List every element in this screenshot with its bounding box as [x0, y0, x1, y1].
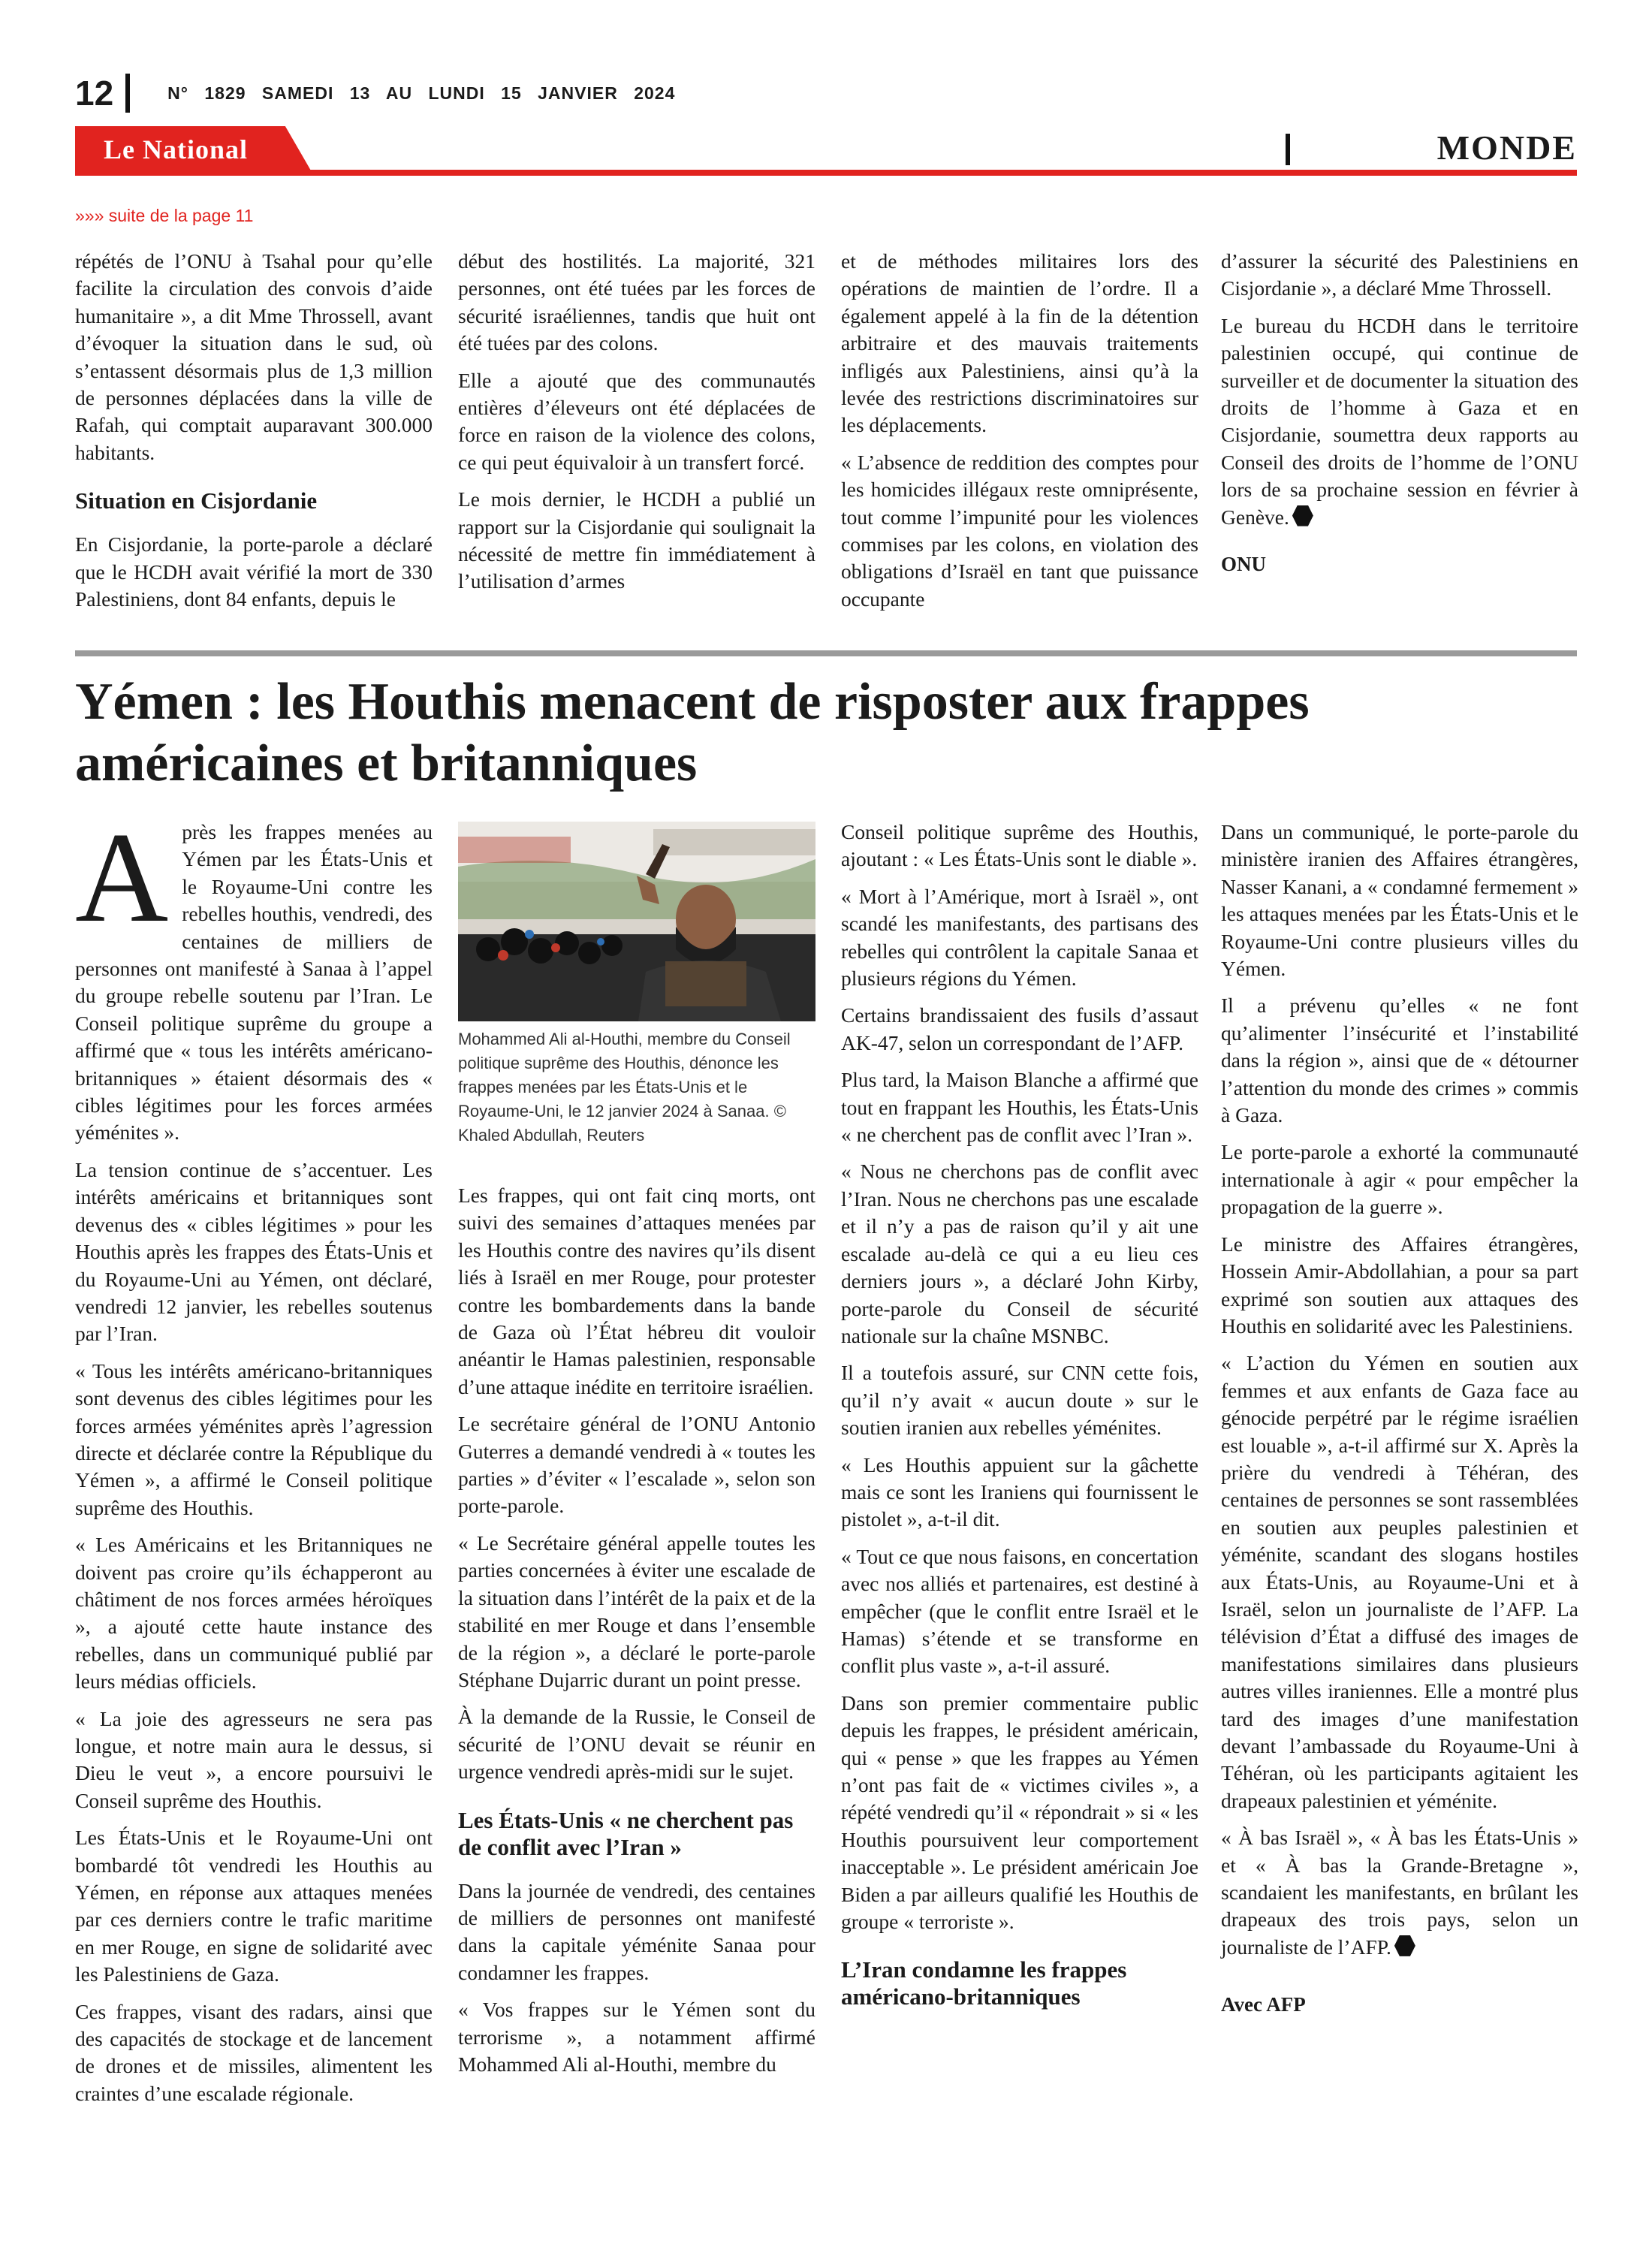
- paragraph-text: Le bureau du HCDH dans le territoire palestinien occupé, qui continue de surveiller et de documenter la situation des droits de l’homme à Gaza et en Cisjordanie, soumettra deux rapports au Conseil des droits de l’homme de l’ONU lors de sa prochaine session en février à Genève.: [1221, 313, 1578, 529]
- paragraph: Dans la journée de vendredi, des centaines de milliers de personnes ont manifesté dans la capitale yéménite Sanaa pour condamner les frappes.: [458, 1878, 815, 1984]
- byline: ONU: [1221, 553, 1266, 576]
- article-divider: [75, 650, 1577, 656]
- prev-column-4: [1221, 248, 1578, 578]
- article-column-1: [75, 807, 433, 2117]
- paragraph: Certains brandissaient des fusils d’assaut AK-47, selon un correspondant de l’AFP.: [841, 1003, 1198, 1054]
- header-rule: [75, 170, 1577, 176]
- section-title: MONDE: [1436, 128, 1577, 167]
- end-mark-icon: [1394, 1935, 1415, 1956]
- paragraph: « L’action du Yémen en soutien aux femmes et aux enfants de Gaza face au génocide perpétré par le régime israélien est louable », a-t-il affirmé sur X. Après la prière du vendredi à Téhéran, des centaines de personnes se sont rassemblées en soutien aux peuples palestinien et yéménite, scandant des slogans hostiles aux États-Unis, au Royaume-Uni et à Israël, selon un journaliste de l’AFP. La télévision d’État a diffusé des images de manifestations similaires dans plusieurs autres villes iraniennes. Elle a montré plus tard des images d’une manifestation devant l’ambassade du Royaume-Uni à Téhéran, où les participants agitaient les drapeaux palestinien et yéménite.: [1221, 1351, 1578, 1812]
- paragraph: Les frappes, qui ont fait cinq morts, ont suivi des semaines d’attaques menées par les Houthis contre des navires qu’ils disent liés à Israël en mer Rouge, pour protester contre les bombardements dans la bande de Gaza où l’État hébreu dit vouloir anéantir le Hamas palestinien, responsable d’une attaque inédite en territoire israélien.: [458, 1184, 815, 1398]
- header-separator: [125, 74, 130, 113]
- paragraph: En Cisjordanie, la porte-parole a déclaré que le HCDH avait vérifié la mort de 330 Palestiniens, dont 84 enfants, depuis le: [75, 532, 433, 611]
- drop-cap: A: [75, 807, 169, 949]
- paragraph: Les États-Unis et le Royaume-Uni ont bombardé tôt vendredi les Houthis au Yémen, en réponse aux attaques menées par ces derniers contre le trafic maritime en mer Rouge, en signe de solidarité avec les Palestiniens de Gaza.: [75, 1826, 433, 1986]
- paragraph-text: « À bas Israël », « À bas les États-Unis » et « À bas la Grande-Bretagne », scandaient les manifestants, en brûlant les drapeaux des trois pays, selon un journaliste de l’AFP.: [1221, 1826, 1578, 1959]
- paragraph: Conseil politique suprême des Houthis, ajoutant : « Les États-Unis sont le diable ».: [841, 820, 1198, 871]
- paragraph: Le ministre des Affaires étrangères, Hossein Amir-Abdollahian, a pour sa part exprimé son soutien aux attaques des Houthis en solidarité avec les Palestiniens.: [1221, 1232, 1578, 1338]
- paragraph: Ces frappes, visant des radars, ainsi que des capacités de stockage et de lancement de drones et de missiles, alimentent les craintes d’une escalade régionale.: [75, 1999, 433, 2105]
- paragraph: « L’absence de reddition des comptes pour les homicides illégaux reste omniprésente, tout comme l’impunité pour les violences commises par les colons, en violation des obligations d’Israël en tant que puissance occupante: [841, 450, 1198, 611]
- paragraph: Le mois dernier, le HCDH a publié un rapport sur la Cisjordanie qui soulignait la nécessité de mettre fin immédiatement à l’utilisation d’armes: [458, 487, 815, 593]
- subheading: L’Iran condamne les frappes américano-britanniques: [841, 1956, 1127, 2010]
- byline: Avec AFP: [1221, 1993, 1306, 2016]
- paragraph: « La joie des agresseurs ne sera pas longue, et notre main aura le dessus, si Dieu le veut », a encore poursuivi le Conseil suprême des Houthis.: [75, 1706, 433, 1812]
- photo-illustration: [458, 822, 815, 1021]
- subheading: Situation en Cisjordanie: [75, 487, 318, 514]
- paragraph: [1221, 312, 1578, 531]
- paragraph: Dans un communiqué, le porte-parole du ministère iranien des Affaires étrangères, Nasser Kanani, a « condamné fermement » les attaques menées par les États-Unis et le Royaume-Uni contre plusieurs villes du Yémen.: [1221, 820, 1578, 981]
- paragraph: [1221, 1824, 1578, 1961]
- paragraph: Il a prévenu qu’elles « ne font qu’alimenter l’insécurité et l’instabilité dans la région », ainsi que de « détourner l’attention du monde des crimes » commis à Gaza.: [1221, 994, 1578, 1127]
- paragraph: répétés de l’ONU à Tsahal pour qu’elle facilite la circulation des convois d’aide humanitaire », a dit Mme Throssell, avant d’évoquer la situation dans le sud, où s’entassent désormais plus de 1,3 million de personnes déplacées dans la ville de Rafah, qui comptait auparavant 300.000 habitants.: [75, 249, 433, 464]
- paragraph: « Tout ce que nous faisons, en concertation avec nos alliés et partenaires, est destiné à empêcher (que le conflit entre Israël et le Hamas) s’étende et se transforme en conflit plus vaste », a-t-il assuré.: [841, 1544, 1198, 1678]
- paragraph: Il a toutefois assuré, sur CNN cette fois, qu’il n’y avait « aucun doute » sur le soutien iranien aux rebelles yéménites.: [841, 1361, 1198, 1440]
- issue-date: N° 1829 SAMEDI 13 AU LUNDI 15 JANVIER 2024: [167, 83, 676, 103]
- paragraph: « Mort à l’Amérique, mort à Israël », ont scandé les manifestants, des partisans des rebelles qui contrôlent la capitale Sanaa et plusieurs régions du Yémen.: [841, 884, 1198, 991]
- paragraph: Plus tard, la Maison Blanche a affirmé que tout en frappant les Houthis, les États-Unis « ne cherchent pas de conflit avec l’Iran ».: [841, 1068, 1198, 1147]
- paragraph: « Les Américains et les Britanniques ne doivent pas croire qu’ils échapperont au châtiment de nos forces armées héroïques », a ajouté cette haute instance des rebelles, dans un communiqué publié par leurs médias officiels.: [75, 1533, 433, 1694]
- paragraph: « Tous les intérêts américano-britanniques sont devenus des cibles légitimes pour les forces armées yéménites après l’agression directe et déclarée contre la République du Yémen », a affirmé le Conseil politique suprême des Houthis.: [75, 1359, 433, 1519]
- prev-column-3: [841, 248, 1198, 623]
- page-number: 12: [75, 74, 114, 113]
- paragraph: La tension continue de s’accentuer. Les intérêts américains et britanniques sont devenus des « cibles légitimes » pour les Houthis après les frappes des États-Unis et du Royaume-Uni au Yémen, ont déclaré, vendredi 12 janvier, les rebelles soutenus par l’Iran.: [75, 1157, 433, 1346]
- lead-text: près les frappes menées au Yémen par les États-Unis et le Royaume-Uni contre les rebelles houthis, vendredi, des centaines de milliers de personnes ont manifesté à Sanaa à l’appel du groupe rebelle soutenu par l’Iran. Le Conseil politique suprême du groupe a affirmé que « tous les intérêts américano-britanniques » étaient désormais des « cibles légitimes pour les forces armées yéménites ».: [75, 820, 433, 1145]
- lead-paragraph: [75, 807, 433, 1147]
- paragraph: Dans son premier commentaire public depuis les frappes, le président américain, qui « pense » que les frappes au Yémen n’ont pas fait de « victimes civiles », a répété vendredi qu’il « répondrait » si « les Houthis poursuivent leur comportement inacceptable ». Le président américain Joe Biden a par ailleurs qualifié les Houthis de groupe « terroriste ».: [841, 1691, 1198, 1934]
- paragraph: À la demande de la Russie, le Conseil de sécurité de l’ONU devait se réunir en urgence vendredi après-midi sur le sujet.: [458, 1705, 815, 1784]
- headline: Yémen : les Houthis menacent de risposter aux frappes américaines et britanniques: [75, 673, 1310, 792]
- brand-logo: Le National: [104, 134, 249, 164]
- paragraph: Elle a ajouté que des communautés entières d’éleveurs ont été déplacées de force en raison de la violence des colons, ce qui peut équivaloir à un transfert forcé.: [458, 368, 815, 474]
- paragraph: et de méthodes militaires lors des opérations de maintien de l’ordre. Il a également appelé à la fin de la détention arbitraire et des mauvais traitements infligés aux Palestiniens, ainsi qu’à la levée des restrictions discriminatoires sur les déplacements.: [841, 249, 1198, 437]
- photo-caption: Mohammed Ali al-Houthi, membre du Conseil politique suprême des Houthis, dénonce les frappes menées par les États-Unis et le Royaume-Uni, le 12 janvier 2024 à Sanaa. © Khaled Abdullah, Reuters: [458, 1030, 791, 1145]
- end-mark-icon: [1292, 505, 1313, 526]
- prev-column-1: [75, 248, 433, 623]
- paragraph: Le secrétaire général de l’ONU Antonio Guterres a demandé vendredi à « toutes les parties » d’éviter « l’escalade », selon son porte-parole.: [458, 1412, 815, 1518]
- page-header: [75, 71, 675, 116]
- article-column-4: [1221, 819, 1578, 2019]
- paragraph: « Nous ne cherchons pas de conflit avec l’Iran. Nous ne cherchons pas une escalade et il n’y a pas de raison qu’il y ait une escalade au-delà ce qui a eu lieu ces derniers jours », a déclaré John Kirby, porte-parole du Conseil de sécurité nationale sur la chaîne MSNBC.: [841, 1160, 1198, 1347]
- paragraph: « Les Houthis appuient sur la gâchette mais ce sont les Iraniens qui fournissent le pistolet », a-t-il dit.: [841, 1452, 1198, 1531]
- article-photo: [458, 822, 815, 1021]
- paragraph: Le porte-parole a exhorté la communauté internationale à agir « pour empêcher la propagation de la guerre ».: [1221, 1140, 1578, 1219]
- prev-column-2: [458, 248, 815, 605]
- paragraph: « Vos frappes sur le Yémen sont du terrorisme », a notamment affirmé Mohammed Ali al-Houthi, membre du: [458, 1998, 815, 2076]
- paragraph: début des hostilités. La majorité, 321 personnes, ont été tuées par les forces de sécurité israéliennes, tandis que huit ont été tuées par des colons.: [458, 249, 815, 355]
- article-column-2: [458, 1182, 815, 2088]
- article-column-3: [841, 819, 1198, 2027]
- section-separator: [1286, 134, 1290, 165]
- subheading: Les États-Unis « ne cherchent pas de conflit avec l’Iran »: [458, 1806, 794, 1860]
- paragraph: d’assurer la sécurité des Palestiniens en Cisjordanie », a déclaré Mme Throssell.: [1221, 249, 1578, 300]
- continuation-note: »»» suite de la page 11: [75, 206, 254, 225]
- paragraph: « Le Secrétaire général appelle toutes les parties concernées à éviter une escalade de la situation dans l’intérêt de la paix et de la stabilité en mer Rouge et dans l’ensemble de la région », a déclaré le porte-parole Stéphane Dujarric durant un point presse.: [458, 1531, 815, 1691]
